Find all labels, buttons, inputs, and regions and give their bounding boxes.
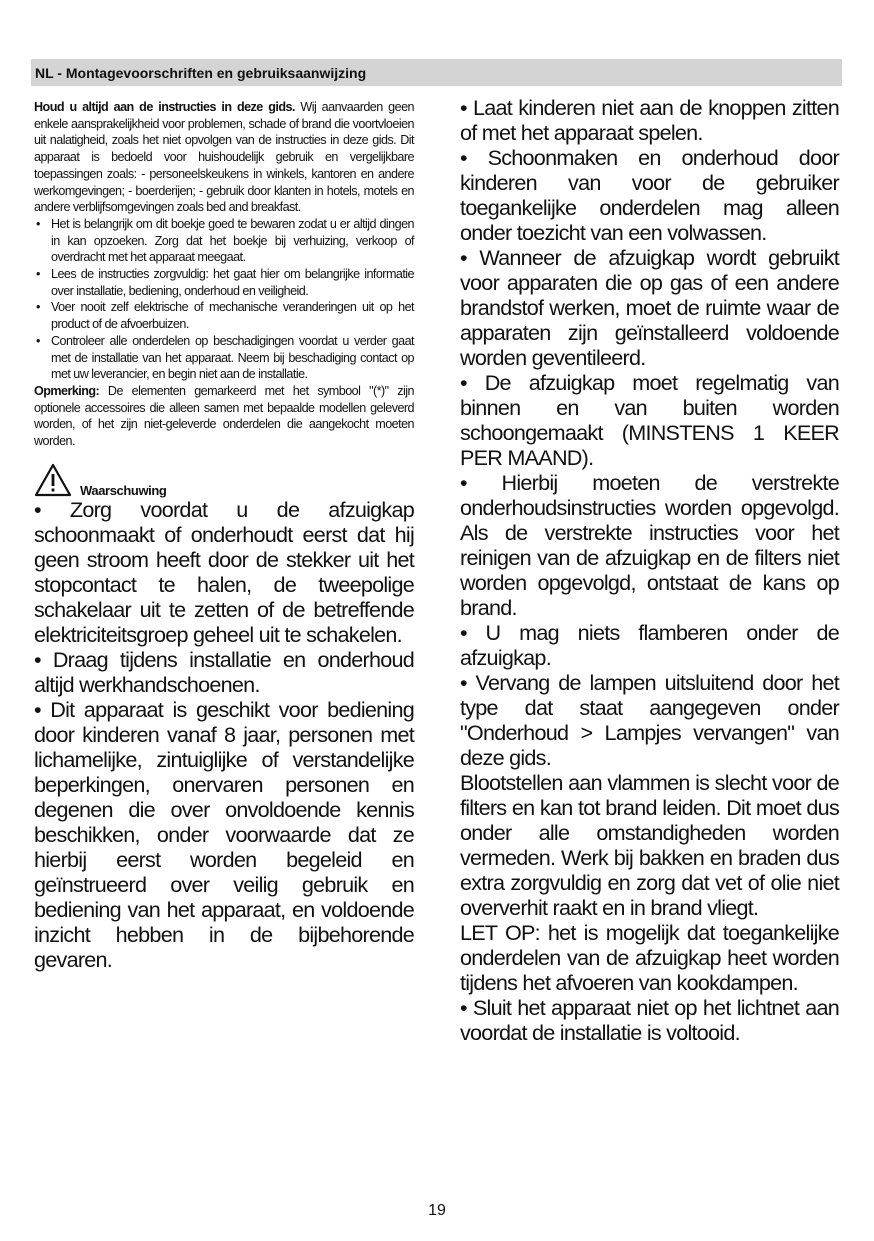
note-text: De elementen gemarkeerd met het symbool "(*)" zijn optionele accessoires die alleen samen met bepaalde modellen geleverd worden, of het zijn niet-geleverde onderdelen die aangekocht moeten worden. [34,383,414,449]
safety-paragraph: • Hierbij moeten de verstrekte onderhoudsinstructies worden opgevolgd. Als de verstrekte instructies voor het reinigen van de afzuigkap en de filters niet worden opgevolgd, ontstaat de kans op brand. [460,470,839,620]
safety-paragraph: • De afzuigkap moet regelmatig van binnen en van buiten worden schoongemaakt (MINSTENS 1 KEER PER MAAND). [460,370,839,470]
right-column [460,95,839,1045]
list-item: • Voer nooit zelf elektrische of mechanische veranderingen uit op het product of de afvoerbuizen. [34,299,414,332]
list-item: • Het is belangrijk om dit boekje goed te bewaren zodat u er altijd dingen in kan opzoeken. Zorg dat het boekje bij verhuizing, verkoop of overdracht met het apparaat meegaat. [34,216,414,266]
safety-paragraph: LET OP: het is mogelijk dat toegankelijke onderdelen van de afzuigkap heet worden tijdens het afvoeren van kookdampen. [460,920,839,995]
warning-paragraph: • Zorg voordat u de afzuigkap schoonmaakt of onderhoudt eerst dat hij geen stroom heeft door de stekker uit het stopcontact te halen, de tweepolige schakelaar uit te zetten of de betreffende elektriciteitsgroep geheel uit te schakelen. [34,496,414,647]
safety-paragraph: • Sluit het apparaat niet op het lichtnet aan voordat de installatie is voltooid. [460,995,839,1045]
safety-paragraph: • Wanneer de afzuigkap wordt gebruikt voor apparaten die op gas of een andere brandstof werken, moet de ruimte waar de apparaten zijn geïnstalleerd voldoende worden geventileerd. [460,245,839,370]
safety-paragraph: • Laat kinderen niet aan de knoppen zitten of met het apparaat spelen. [460,95,839,145]
list-item: • Lees de instructies zorgvuldig: het gaat hier om belangrijke informatie over installatie, bediening, onderhoud en veiligheid. [34,266,414,299]
note-label: Opmerking: [34,383,100,398]
intro-bold: Houd u altijd aan de instructies in deze gids. [34,100,295,114]
safety-paragraph: • Schoonmaken en onderhoud door kinderen van voor de gebruiker toegankelijke onderdelen mag alleen onder toezicht van een volwassen. [460,145,839,245]
safety-paragraph: Blootstellen aan vlammen is slecht voor de filters en kan tot brand leiden. Dit moet dus onder alle omstandigheden worden vermeden. Werk bij bakken en braden dus extra zorgvuldig en zorg dat vet of olie niet oververhit raakt en in brand vliegt. [460,770,839,920]
intro-paragraph [34,99,414,216]
warning-paragraph: • Draag tijdens installatie en onderhoud altijd werkhandschoenen. [34,646,414,697]
instruction-list [34,216,414,383]
note-paragraph [34,383,414,450]
warning-label: Waarschuwing [80,482,167,498]
safety-paragraph: • U mag niets flamberen onder de afzuigkap. [460,620,839,670]
list-item: • Controleer alle onderdelen op beschadigingen voordat u verder gaat met de installatie van het apparaat. Neem bij beschadiging contact op met uw leverancier, en begin niet aan de installatie. [34,333,414,383]
section-header: NL - Montagevoorschriften en gebruiksaanwijzing [31,59,842,86]
warning-heading [34,463,414,497]
warning-triangle-icon [34,463,72,497]
intro-text: Wij aanvaarden geen enkele aansprakelijkheid voor problemen, schade of brand die voortvloeien uit nalatigheid, zoals het niet opvolgen van de instructies in deze gids. Dit apparaat is bedoeld voor huishoudelijk gebruik en vergelijkbare toepassingen zoals: - personeelskeukens in winkels, kantoren en andere werkomgevingen; - boerderijen; - gebruik door klanten in hotels, motels en andere verblijfsomgevingen zoals bed and breakfast. [34,100,414,215]
left-column [34,99,414,972]
page-number: 19 [428,1202,446,1219]
warning-text [34,497,414,972]
safety-paragraph: • Vervang de lampen uitsluitend door het type dat staat aangegeven onder "Onderhoud > Lampjes vervangen" van deze gids. [460,670,839,770]
warning-paragraph: • Dit apparaat is geschikt voor bediening door kinderen vanaf 8 jaar, personen met lichamelijke, zintuiglijke of verstandelijke beperkingen, onervaren personen en degenen die over onvoldoende kennis beschikken, onder voorwaarde dat ze hierbij eerst worden begeleid en geïnstrueerd over veilig gebruik en bediening van het apparaat, en voldoende inzicht hebben in de bijbehorende gevaren. [34,696,414,972]
